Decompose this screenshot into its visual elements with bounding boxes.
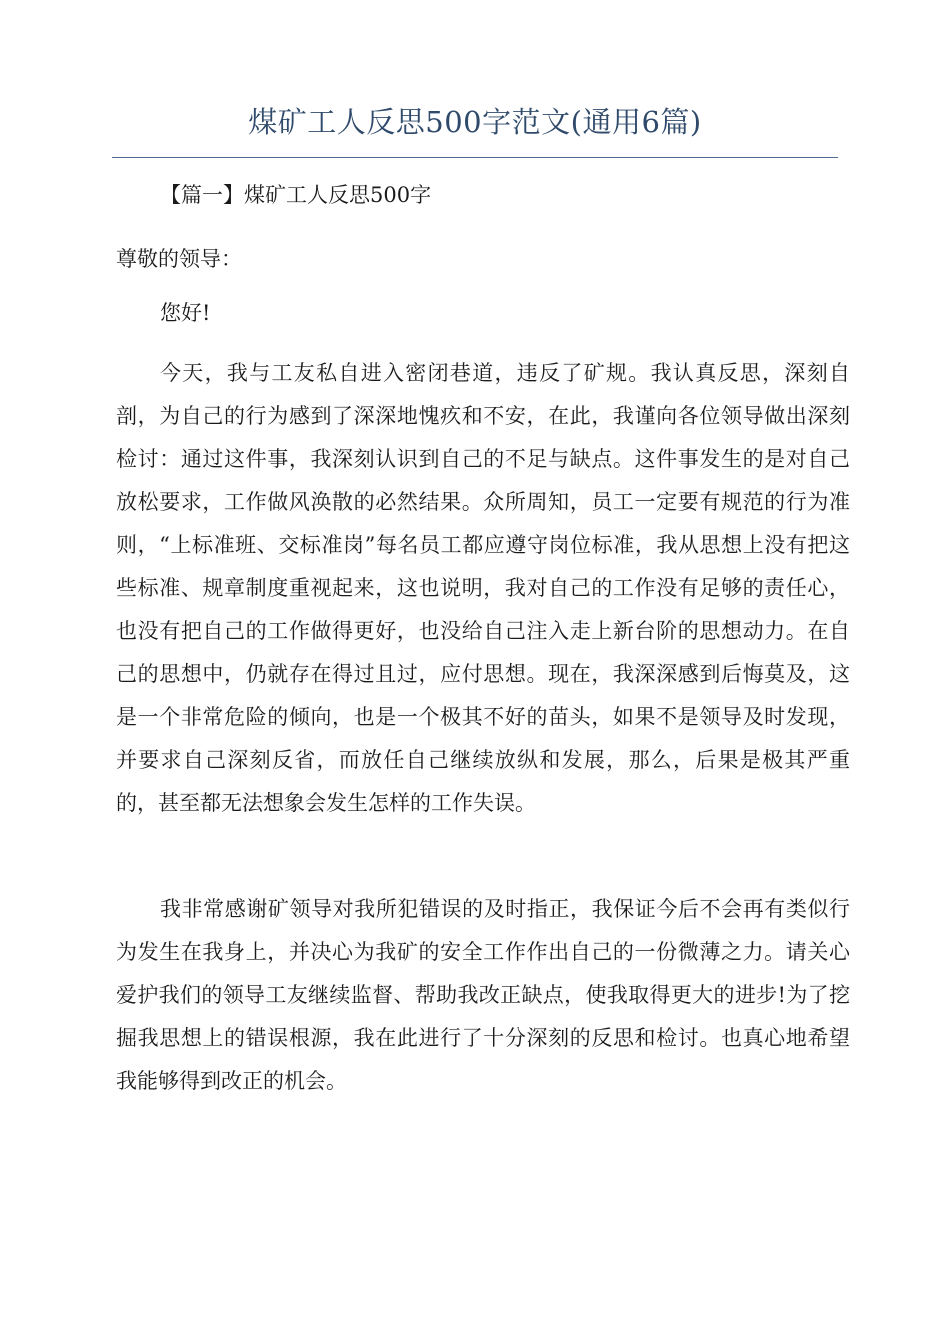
- section-heading: 【篇一】煤矿工人反思500字: [160, 183, 432, 207]
- document-title: 煤矿工人反思500字范文(通用6篇): [248, 105, 702, 139]
- body-paragraph: 今天，我与工友私自进入密闭巷道，违反了矿规。我认真反思，深刻自剖，为自己的行为感到了深深地愧疚和不安，在此，我谨向各位领导做出深刻检讨：通过这件事，我深刻认识到自己的不足与缺点。这件事发生的是对自己放松要求，工作做风涣散的必然结果。众所周知，员工一定要有规范的行为准则，“上标准班、交标准岗”每名员工都应遵守岗位标准，我从思想上没有把这些标准、规章制度重视起来，这也说明，我对自己的工作没有足够的责任心，也没有把自己的工作做得更好，也没给自己注入走上新台阶的思想动力。在自己的思想中，仍就存在得过且过，应付思想。现在，我深深感到后悔莫及，这是一个非常危险的倾向，也是一个极其不好的苗头，如果不是领导及时发现，并要求自己深刻反省，而放任自己继续放纵和发展，那么，后果是极其严重的，甚至都无法想象会发生怎样的工作失误。: [116, 361, 850, 815]
- greeting: 您好!: [160, 301, 211, 325]
- salutation: 尊敬的领导：: [116, 247, 242, 271]
- title-underline: [112, 157, 838, 158]
- body-paragraph: 我非常感谢矿领导对我所犯错误的及时指正，我保证今后不会再有类似行为发生在我身上，并决心为我矿的安全工作作出自己的一份微薄之力。请关心爱护我们的领导工友继续监督、帮助我改正缺点，使我取得更大的进步!为了挖掘我思想上的错误根源，我在此进行了十分深刻的反思和检讨。也真心地希望我能够得到改正的机会。: [116, 897, 850, 1093]
